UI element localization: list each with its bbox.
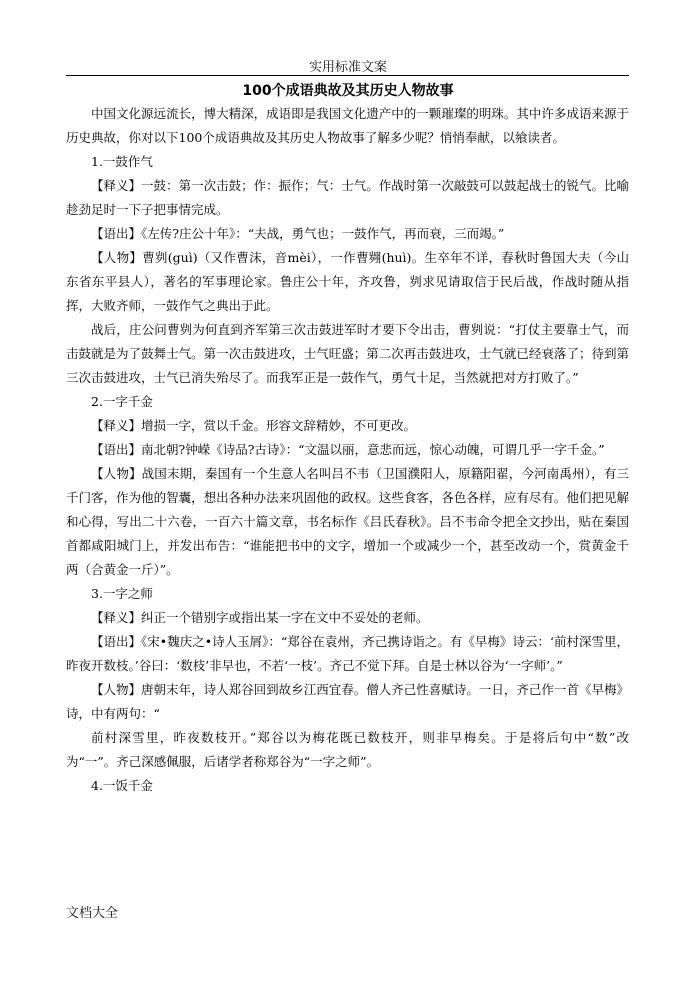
section-heading: 1.一鼓作气	[91, 154, 153, 169]
paragraph: 【语出】《左传?庄公十年》：“夫战，勇气也；一鼓作气，再而衰，三而竭。”	[91, 226, 505, 241]
paragraph: 战后，庄公问曹刿为何直到齐军第三次击鼓进军时才要下令出击，曹刿说：“打仗主要靠士气，而击鼓就是为了鼓舞士气。第一次击鼓进攻，士气旺盛；第二次再击鼓进攻，士气就已经衰落了；待到第三次击鼓进攻，士气已消失殆尽了。而我军正是一鼓作气，勇气十足，当然就把对方打败了。”	[66, 322, 629, 385]
paragraph: 前村深雪里，昨夜数枝开。”郑谷以为梅花既已数枝开，则非早梅矣。于是将后句中“数”改为“一”。齐己深感佩服，后诸学者称郑谷为“一字之师”。	[66, 730, 629, 769]
paragraph: 【语出】南北朝?钟嵘《诗品?古诗》：“文温以丽，意悲而远，惊心动魄，可谓几乎一字千金。”	[91, 442, 605, 457]
section-heading: 3.一字之师	[91, 586, 153, 601]
paragraph: 【人物】唐朝末年，诗人郑谷回到故乡江西宜春。僧人齐己性喜赋诗。一日，齐己作一首《早梅》诗，中有两句：“	[66, 682, 629, 721]
paragraph: 【释义】一鼓：第一次击鼓；作：振作；气：士气。作战时第一次敲鼓可以鼓起战士的锐气。比喻趁劲足时一下子把事情完成。	[66, 178, 629, 217]
paragraph: 【语出】《宋•魏庆之•诗人玉屑》：“郑谷在袁州，齐己携诗诣之。有《早梅》诗云：‘前村深雪里，昨夜开数枝。’谷曰：‘数枝’非早也，不若‘一枝’。齐己不觉下拜。自是士林以谷为‘一字师’。”	[66, 634, 629, 673]
document-body	[66, 102, 629, 798]
section-heading: 4.一饭千金	[91, 778, 153, 793]
document-title: 100个成语典故及其历史人物故事	[242, 83, 454, 99]
section-heading: 2.一字千金	[91, 394, 153, 409]
paragraph: 【释义】增损一字，赏以千金。形容文辞精妙，不可更改。	[91, 418, 417, 433]
paragraph: 【释义】纠正一个错别字或指出某一字在文中不妥处的老师。	[91, 610, 429, 625]
intro-paragraph: 中国文化源远流长，博大精深，成语即是我国文化遗产中的一颗璀璨的明珠。其中许多成语来源于历史典故，你对以下100个成语典故及其历史人物故事了解多少呢？悄悄奉献，以飨读者。	[66, 106, 629, 145]
paragraph: 【人物】曹刿(guì)（又作曹沫，音mèi），一作曹翙(huì)。生卒年不详，春秋时鲁国大夫（今山东省东平县人），著名的军事理论家。鲁庄公十年，齐攻鲁，刿求见请取信于民后战，作战时随从指挥，大败齐师，一鼓作气之典出于此。	[66, 250, 629, 313]
header-divider	[66, 75, 629, 76]
paragraph: 【人物】战国末期，秦国有一个生意人名叫吕不韦（卫国濮阳人，原籍阳翟，今河南禹州），有三千门客，作为他的智囊，想出各种办法来巩固他的政权。这些食客，各色各样，应有尽有。他们把见解和心得，写出二十六卷，一百六十篇文章，书名标作《吕氏春秋》。吕不韦命令把全文抄出，贴在秦国首都咸阳城门上，并发出布告：“谁能把书中的文字，增加一个或减少一个，甚至改动一个，赏黄金千两（合黄金一斤）”。	[66, 466, 629, 577]
page-header: 实用标准文案	[308, 60, 387, 75]
page-footer: 文档大全	[66, 906, 119, 921]
